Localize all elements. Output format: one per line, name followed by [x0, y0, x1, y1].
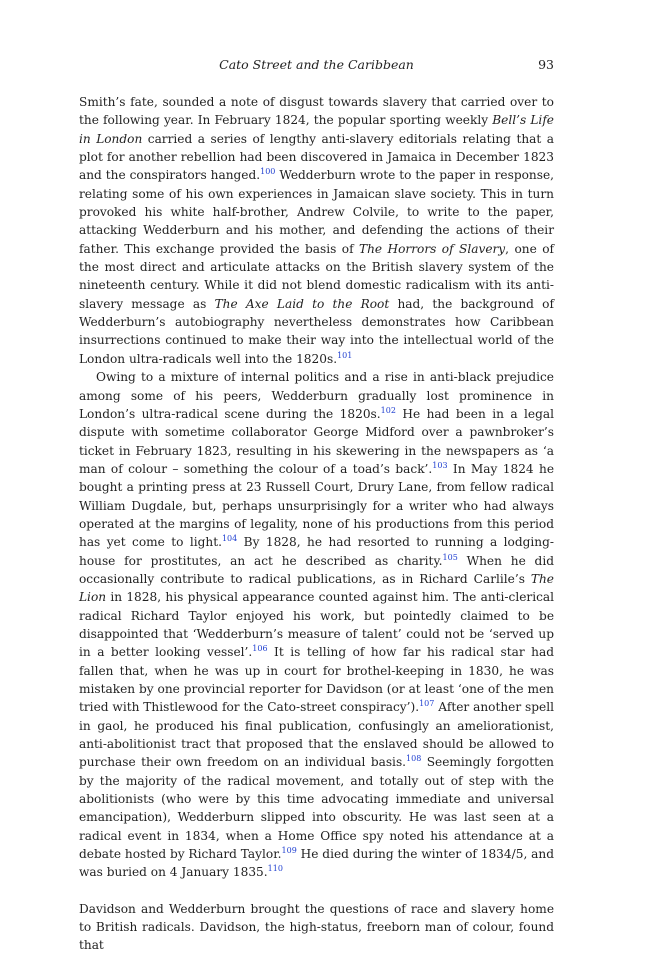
text-run: He died during the winter of 1834/5, and was buried on 4 January 1835. — [79, 847, 554, 880]
text-run: Davidson and Wedderburn brought the questions of race and slavery home to British radicals. Davidson, the high-status, freeborn man of colour, found that — [79, 901, 554, 953]
text-run: Seemingly forgotten by the majority of the radical movement, and totally out of step with the abolitionists (who were by this time advocating immediate and universal emancipation), Wedderburn slipped into obscurity. He was last seen at a radical event in 1834, when a Home Office spy noted his attendance at a debate hosted by Richard Taylor. — [79, 755, 554, 862]
footnote-ref: 100 — [260, 167, 276, 177]
footnote-ref: 109 — [281, 846, 297, 856]
text-run: carried a series of lengthy anti-slavery editorials relating that a plot for another rebellion had been discovered in Jamaica in December 1823 and the conspirators hanged. — [79, 131, 554, 183]
footnote-ref: 110 — [267, 864, 283, 874]
body-text — [79, 93, 554, 955]
italic-title: Bell’s Life in London — [79, 113, 554, 146]
text-run: Owing to a mixture of internal politics and a rise in anti-black prejudice among some of his peers, Wedderburn gradually lost prominence in London’s ultra-radical scene during the 1820s. — [79, 370, 554, 421]
text-run: in 1828, his physical appearance counted against him. The anti-clerical radical Richard Taylor enjoyed his work, but pointedly claimed to be disappointed that ‘Wedderburn’s measure of talent’ could not be ‘served up in a better looking vessel’. — [79, 590, 554, 660]
text-run: It is telling of how far his radical star had fallen that, when he was up in court for brothel-keeping in 1830, he was mistaken by one provincial reporter for Davidson (or at least ‘one of the men tried with Thistlewood for the Cato-street conspiracy’). — [79, 645, 555, 715]
text-run: , one of the most direct and articulate attacks on the British slavery system of the nineteenth century. While it did not blend domestic radicalism with its anti-slavery message as — [79, 241, 554, 311]
text-run: When he did occasionally contribute to radical publications, as in Richard Carlile’s — [79, 553, 554, 586]
italic-title: The Lion — [79, 571, 554, 605]
footnote-ref: 101 — [337, 350, 353, 360]
text-run: He had been in a legal dispute with sometime collaborator George Midford over a pawnbroker’s ticket in February 1823, resulting in his skewering in the newspapers as ‘a man of colour – something the colour of a toad’s back’. — [79, 406, 554, 476]
text-run: After another spell in gaol, he produced his final publication, confusingly an ameliorationist, anti-abolitionist tract that proposed that the enslaved should be allowed to purchase their own freedom on an individual basis. — [79, 700, 554, 770]
running-title: Cato Street and the Caribbean — [219, 57, 414, 72]
page-number: 93 — [538, 57, 554, 72]
text-run: In May 1824 he bought a printing press at 23 Russell Court, Drury Lane, from fellow radical William Dugdale, but, perhaps unsurprisingly for a writer who had always operated at the margins of legality, none of his productions from this period has yet come to light. — [79, 461, 554, 550]
paragraph-2 — [79, 368, 554, 882]
paragraph-1 — [79, 93, 554, 368]
footnote-ref: 104 — [221, 534, 238, 544]
text-run: Smith’s fate, sounded a note of disgust towards slavery that carried over to the following year. In February 1824, the popular sporting weekly — [79, 95, 554, 128]
footnote-ref: 103 — [432, 460, 448, 470]
text-run: By 1828, he had resorted to running a lodging-house for prostitutes, an act he described as charity. — [79, 535, 554, 568]
text-run: Wedderburn wrote to the paper in response, relating some of his own experiences in Jamaican slave society. This in turn provoked his white half-brother, Andrew Colvile, to write to the paper, attacking Wedderburn and his mother, and defending the actions of their father. This exchange provided the basis of — [79, 168, 554, 256]
footnote-ref: 106 — [252, 644, 268, 654]
footnote-ref: 108 — [406, 754, 422, 764]
footnote-ref: 105 — [442, 552, 458, 562]
footnote-ref: 107 — [419, 699, 435, 709]
text-run: had, the background of Wedderburn’s autobiography nevertheless demonstrates how Caribbean insurrections continued to make their way into the intellectual world of the London ultra-radicals well into the 1820s. — [79, 296, 554, 366]
italic-title: The Horrors of Slavery — [359, 241, 506, 256]
italic-title: The Axe Laid to the Root — [214, 296, 390, 311]
paragraph-3 — [79, 900, 554, 955]
running-head — [79, 57, 554, 77]
footnote-ref: 102 — [380, 405, 396, 415]
